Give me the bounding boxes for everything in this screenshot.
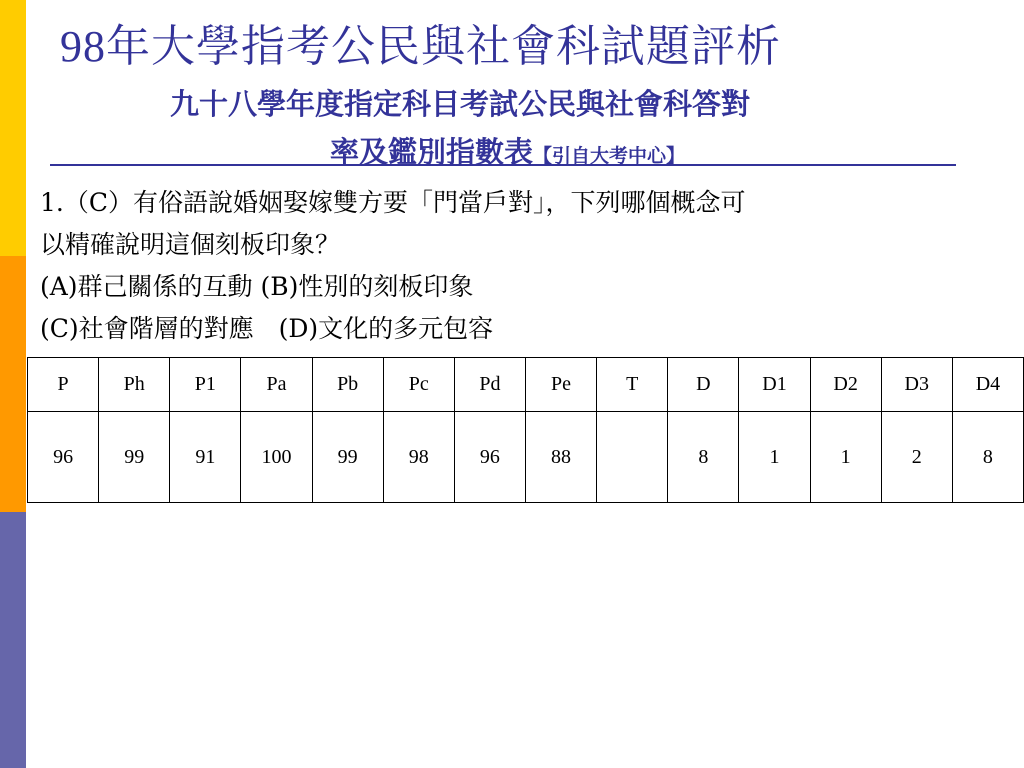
header-cell: D2 <box>810 358 881 412</box>
slide-subtitle: 九十八學年度指定科目考試公民與社會科答對 <box>170 87 751 121</box>
sidebar-accent-middle <box>0 256 26 512</box>
value-cell: 8 <box>668 412 739 503</box>
value-cell: 8 <box>952 412 1023 503</box>
value-cell <box>597 412 668 503</box>
table-header-row <box>28 358 1024 412</box>
header-cell: Pd <box>454 358 525 412</box>
value-cell: 98 <box>383 412 454 503</box>
header-cell: D3 <box>881 358 952 412</box>
header-cell: P1 <box>170 358 241 412</box>
value-cell: 99 <box>99 412 170 503</box>
question-options-line2: (C)社會階層的對應 (D)文化的多元包容 <box>40 314 494 343</box>
value-cell: 91 <box>170 412 241 503</box>
question-stem-line1: 1.（C）有俗語說婚姻娶嫁雙方要「門當戶對」，下列哪個概念可 <box>40 188 746 217</box>
header-cell: D1 <box>739 358 810 412</box>
header-cell: Ph <box>99 358 170 412</box>
header-cell: P <box>28 358 99 412</box>
value-cell: 100 <box>241 412 312 503</box>
header-cell: T <box>597 358 668 412</box>
header-cell: D <box>668 358 739 412</box>
question-block <box>40 182 1022 350</box>
value-cell: 2 <box>881 412 952 503</box>
question-stem-line2: 以精確說明這個刻板印象？ <box>40 230 341 259</box>
value-cell: 1 <box>810 412 881 503</box>
header-cell: D4 <box>952 358 1023 412</box>
value-cell: 96 <box>454 412 525 503</box>
value-cell: 1 <box>739 412 810 503</box>
header-cell: Pb <box>312 358 383 412</box>
header-cell: Pc <box>383 358 454 412</box>
title-divider <box>50 164 956 166</box>
value-cell: 99 <box>312 412 383 503</box>
header-cell: Pe <box>525 358 596 412</box>
header-cell: Pa <box>241 358 312 412</box>
source-note: 【引自大考中心】 <box>533 145 686 167</box>
table-row <box>28 412 1024 503</box>
question-options-line1: (A)群己關係的互動 (B)性別的刻板印象 <box>40 272 474 301</box>
statistics-table <box>27 357 1024 503</box>
value-cell: 96 <box>28 412 99 503</box>
slide-title: 98年大學指考公民與社會科試題評析 <box>60 22 781 71</box>
subtitle-text: 率及鑑別指數表 <box>330 135 534 169</box>
value-cell: 88 <box>525 412 596 503</box>
sidebar-accent-top <box>0 0 26 256</box>
sidebar-accent-bottom <box>0 512 26 768</box>
